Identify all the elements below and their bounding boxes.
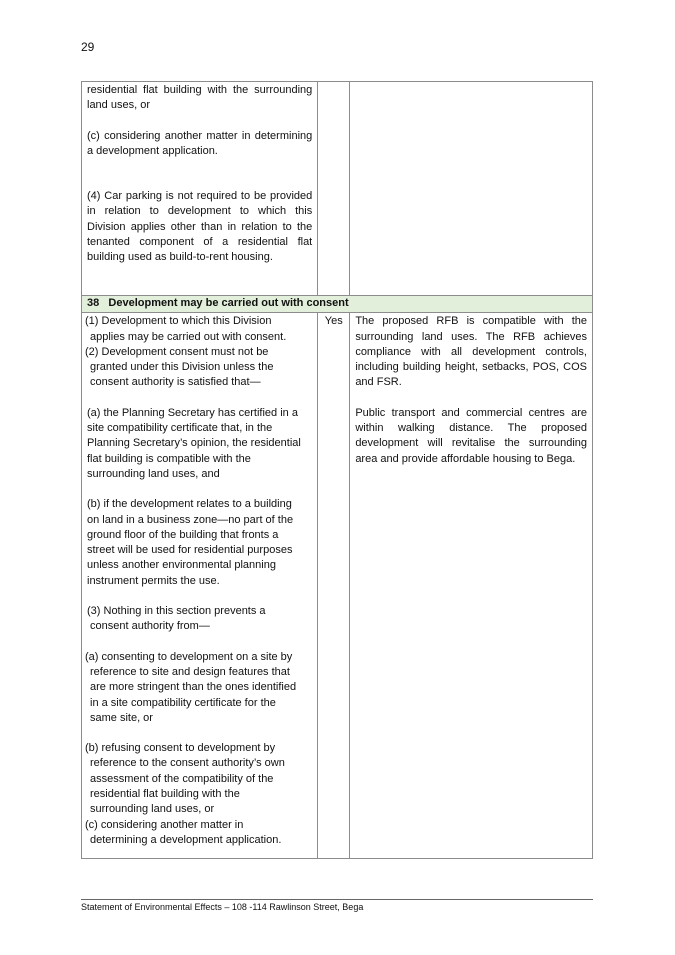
requirement-line: (b) refusing consent to development by bbox=[85, 742, 276, 755]
requirement-line: reference to the consent authority’s own bbox=[90, 757, 285, 770]
section-heading-row bbox=[82, 296, 593, 313]
requirement-line: on land in a business zone—no part of the bbox=[87, 513, 294, 526]
table-row bbox=[82, 82, 593, 296]
requirement-cell bbox=[82, 313, 318, 859]
footer-divider bbox=[81, 899, 593, 900]
page-number: 29 bbox=[81, 40, 95, 54]
compliance-cell bbox=[318, 82, 350, 296]
requirement-text: residential flat building with the surrounding land uses, or bbox=[87, 84, 313, 112]
requirement-line: ground floor of the building that fronts a bbox=[87, 528, 279, 541]
comment-cell bbox=[350, 313, 593, 859]
requirement-line: consent authority is satisfied that— bbox=[90, 376, 261, 389]
requirement-line: surrounding land uses, and bbox=[87, 467, 220, 480]
requirement-line: same site, or bbox=[90, 711, 153, 724]
table-row bbox=[82, 313, 593, 859]
requirement-line: determining a development application. bbox=[90, 833, 282, 846]
requirement-line: (b) if the development relates to a building bbox=[87, 498, 292, 511]
requirement-line: surrounding land uses, or bbox=[90, 803, 215, 816]
compliance-cell bbox=[318, 313, 350, 859]
requirement-line: street will be used for residential purposes bbox=[87, 544, 293, 557]
comment-text: The proposed RFB is compatible with the surrounding land uses. The RFB achieves compliance with all development controls, including building height, setbacks, POS, COS and FSR. bbox=[355, 315, 587, 389]
requirement-line: flat building is compatible with the bbox=[87, 452, 251, 465]
requirement-text: (c) considering another matter in determining a development application. bbox=[87, 129, 313, 157]
requirement-line: applies may be carried out with consent. bbox=[90, 330, 287, 343]
comment-cell bbox=[350, 82, 593, 296]
requirement-line: reference to site and design features that bbox=[90, 665, 290, 678]
requirement-line: residential flat building with the bbox=[90, 788, 240, 801]
comment-text: Public transport and commercial centres are within walking distance. The proposed development will revitalise the surrounding area and provide affordable housing to Bega. bbox=[355, 406, 587, 465]
requirement-line: (1) Development to which this Division bbox=[85, 315, 272, 328]
requirement-line: (a) the Planning Secretary has certified in a bbox=[87, 406, 298, 419]
requirement-line: are more stringent than the ones identified bbox=[90, 681, 297, 694]
requirement-line: (a) consenting to development on a site by bbox=[85, 650, 293, 663]
requirement-text: (4) Car parking is not required to be provided in relation to development to which this Division applies other than in relation to the tenanted component of a residential flat building used as build-to-rent housing. bbox=[87, 190, 313, 264]
requirement-line: (3) Nothing in this section prevents a bbox=[87, 605, 266, 618]
requirement-line: unless another environmental planning bbox=[87, 559, 276, 572]
requirement-line: (c) considering another matter in bbox=[85, 818, 244, 831]
requirement-line: granted under this Division unless the bbox=[90, 361, 274, 374]
requirement-line: (2) Development consent must not be bbox=[85, 345, 269, 358]
requirement-line: in a site compatibility certificate for the bbox=[90, 696, 276, 709]
footer-text: Statement of Environmental Effects – 108 -114 Rawlinson Street, Bega bbox=[81, 902, 364, 912]
requirement-line: Planning Secretary’s opinion, the residential bbox=[87, 437, 301, 450]
requirement-cell bbox=[82, 82, 318, 296]
compliance-table bbox=[81, 81, 593, 859]
requirement-line: assessment of the compatibility of the bbox=[90, 772, 274, 785]
requirement-line: site compatibility certificate that, in the bbox=[87, 422, 273, 435]
requirement-line: instrument permits the use. bbox=[87, 574, 220, 587]
compliance-value: Yes bbox=[324, 315, 343, 328]
requirement-line: consent authority from— bbox=[90, 620, 210, 633]
section-heading: 38 Development may be carried out with consent bbox=[82, 296, 593, 313]
